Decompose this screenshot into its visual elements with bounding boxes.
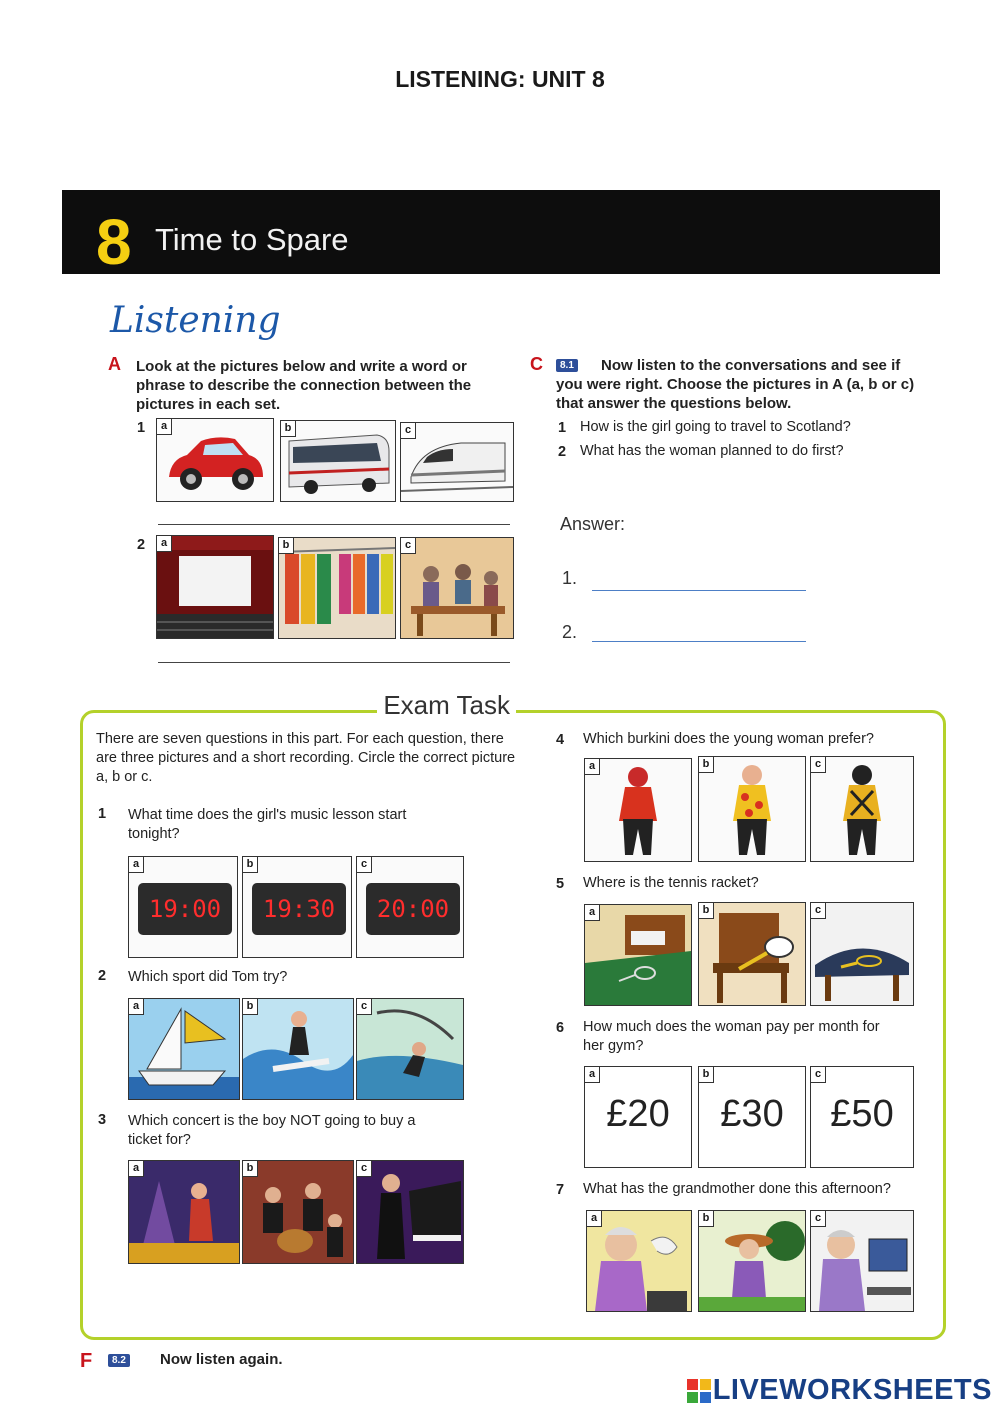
- racket-on-chair-icon: [699, 903, 805, 1005]
- picture-label: b: [279, 538, 294, 554]
- option-label: c: [811, 1067, 826, 1083]
- option-label: a: [129, 1161, 144, 1177]
- clock-display: 19:30: [252, 883, 346, 935]
- exam-q2-option-b[interactable]: [242, 998, 354, 1100]
- track-8-1-badge[interactable]: 8.1: [556, 357, 578, 375]
- exam-q6-option-c[interactable]: [810, 1066, 914, 1168]
- option-label: b: [699, 757, 714, 773]
- option-label: c: [357, 1161, 372, 1177]
- exam-q7-option-a[interactable]: [586, 1210, 692, 1312]
- exam-q5-number: 5: [556, 876, 565, 892]
- exam-q5-option-c[interactable]: [810, 902, 914, 1006]
- burkini-pattern-icon: [811, 757, 913, 861]
- exam-q3-option-b[interactable]: [242, 1160, 354, 1264]
- option-label: b: [243, 1161, 258, 1177]
- option-label: c: [811, 1211, 826, 1227]
- price-value: £30: [720, 1093, 784, 1135]
- car-icon: [157, 419, 273, 501]
- option-label: a: [129, 999, 144, 1015]
- c-question-1-text: How is the girl going to travel to Scotland?: [580, 419, 851, 435]
- c-question-1-number: 1: [558, 420, 567, 436]
- exam-q7-option-b[interactable]: [698, 1210, 806, 1312]
- sailing-icon: [129, 999, 239, 1099]
- option-label: a: [585, 1067, 600, 1083]
- option-label: c: [357, 857, 372, 873]
- exam-q4-number: 4: [556, 732, 565, 748]
- exam-q2-text: Which sport did Tom try?: [128, 969, 288, 985]
- set-1-answer-line[interactable]: [158, 524, 510, 525]
- exam-q3-text: Which concert is the boy NOT going to buy a ticket for?: [128, 1113, 416, 1148]
- grandma-gardening-icon: [699, 1211, 805, 1311]
- set-2-answer-line[interactable]: [158, 662, 510, 663]
- section-a-letter: A: [108, 354, 121, 374]
- exam-q1-option-c[interactable]: [356, 856, 464, 958]
- exam-q4-option-c[interactable]: [810, 756, 914, 862]
- track-8-2-badge[interactable]: 8.2: [108, 1352, 130, 1370]
- set-2-number: 2: [137, 537, 146, 553]
- cafe-icon: [401, 538, 513, 638]
- set-1-picture-c: [400, 422, 514, 502]
- racket-on-bed-icon: [585, 905, 691, 1005]
- picture-label: a: [157, 536, 172, 552]
- section-f-instruction: Now listen again.: [160, 1351, 283, 1368]
- set-2-picture-a: [156, 535, 274, 639]
- option-label: b: [699, 1211, 714, 1227]
- price-value: £20: [606, 1093, 670, 1135]
- windsurfing-icon: [357, 999, 463, 1099]
- unit-number: 8: [96, 206, 132, 278]
- picture-label: c: [401, 423, 416, 439]
- exam-q4-text: Which burkini does the young woman prefer?: [583, 731, 874, 747]
- orchestra-icon: [243, 1161, 353, 1263]
- set-1-number: 1: [137, 420, 146, 436]
- answer-1-field[interactable]: [592, 570, 806, 591]
- exam-q7-option-c[interactable]: [810, 1210, 914, 1312]
- grandma-cooking-icon: [587, 1211, 691, 1311]
- exam-q5-option-a[interactable]: [584, 904, 692, 1006]
- set-1-picture-b: [280, 420, 396, 502]
- option-label: c: [811, 903, 826, 919]
- c-question-2-number: 2: [558, 444, 567, 460]
- option-label: a: [587, 1211, 602, 1227]
- option-label: c: [811, 757, 826, 773]
- exam-q1-option-a[interactable]: [128, 856, 238, 958]
- section-f-letter: F: [80, 1350, 93, 1372]
- train-icon: [401, 423, 513, 501]
- exam-q1-number: 1: [98, 806, 107, 822]
- exam-q2-option-c[interactable]: [356, 998, 464, 1100]
- exam-q6-text: How much does the woman pay per month for her gym?: [583, 1019, 880, 1054]
- pianist-icon: [357, 1161, 463, 1263]
- section-c-letter: C: [530, 354, 543, 374]
- burkini-spotted-icon: [699, 757, 805, 861]
- bus-icon: [281, 421, 395, 501]
- option-label: c: [357, 999, 372, 1015]
- set-2-picture-c: [400, 537, 514, 639]
- price-value: £50: [830, 1093, 894, 1135]
- exam-q6-option-a[interactable]: [584, 1066, 692, 1168]
- answer-1-number: 1.: [562, 568, 578, 588]
- exam-q3-option-c[interactable]: [356, 1160, 464, 1264]
- exam-task-title: Exam Task: [0, 690, 516, 721]
- option-label: b: [243, 999, 258, 1015]
- set-1-picture-a: [156, 418, 274, 502]
- exam-q2-number: 2: [98, 968, 107, 984]
- exam-q6-number: 6: [556, 1020, 565, 1036]
- section-a-instruction: Look at the pictures below and write a word or phrase to describe the connection between the pictures in each set.: [136, 358, 472, 413]
- exam-q1-text: What time does the girl's music lesson start tonight?: [128, 807, 407, 842]
- exam-q6-option-b[interactable]: [698, 1066, 806, 1168]
- option-label: b: [243, 857, 258, 873]
- picture-label: a: [157, 419, 172, 435]
- grandma-computer-icon: [811, 1211, 913, 1311]
- exam-q4-option-a[interactable]: [584, 758, 692, 862]
- liveworksheets-icon: [687, 1379, 711, 1403]
- unit-title: Time to Spare: [155, 222, 349, 257]
- picture-label: c: [401, 538, 416, 554]
- clock-display: 19:00: [138, 883, 232, 935]
- burkini-plain-icon: [585, 759, 691, 861]
- option-label: b: [699, 903, 714, 919]
- exam-q5-text: Where is the tennis racket?: [583, 875, 759, 891]
- exam-q7-text: What has the grandmother done this afternoon?: [583, 1181, 891, 1197]
- rock-concert-icon: [129, 1161, 239, 1263]
- answer-2-number: 2.: [562, 622, 578, 642]
- answer-label: Answer:: [560, 514, 626, 534]
- exam-task-intro: There are seven questions in this part. For each question, there are three pictures and a short recording. Circle the correct picture a, b or c.: [96, 731, 516, 785]
- racket-on-table-icon: [811, 903, 913, 1005]
- set-2-picture-b: [278, 537, 396, 639]
- picture-label: b: [281, 421, 296, 437]
- liveworksheets-logo: [687, 1374, 992, 1407]
- option-label: b: [699, 1067, 714, 1083]
- exam-q4-option-b[interactable]: [698, 756, 806, 862]
- option-label: a: [585, 759, 600, 775]
- clock-display: 20:00: [366, 883, 460, 935]
- option-label: a: [129, 857, 144, 873]
- exam-q5-option-b[interactable]: [698, 902, 806, 1006]
- c-question-2-text: What has the woman planned to do first?: [580, 443, 844, 459]
- section-c-instruction: Now listen to the conversations and see if you were right. Choose the pictures in A (a, b or c) that answer the questions below.: [556, 357, 915, 412]
- exam-q2-option-a[interactable]: [128, 998, 240, 1100]
- surfing-icon: [243, 999, 353, 1099]
- exam-q3-option-a[interactable]: [128, 1160, 240, 1264]
- answer-2-field[interactable]: [592, 621, 806, 642]
- cinema-icon: [157, 536, 273, 638]
- listening-heading: Listening: [110, 300, 281, 341]
- exam-q7-number: 7: [556, 1182, 565, 1198]
- brand-text: LIVEWORKSHEETS: [712, 1374, 992, 1406]
- exam-q1-option-b[interactable]: [242, 856, 352, 958]
- page-title: LISTENING: UNIT 8: [395, 66, 605, 92]
- option-label: a: [585, 905, 600, 921]
- clothes-shop-icon: [279, 538, 395, 638]
- exam-q3-number: 3: [98, 1112, 107, 1128]
